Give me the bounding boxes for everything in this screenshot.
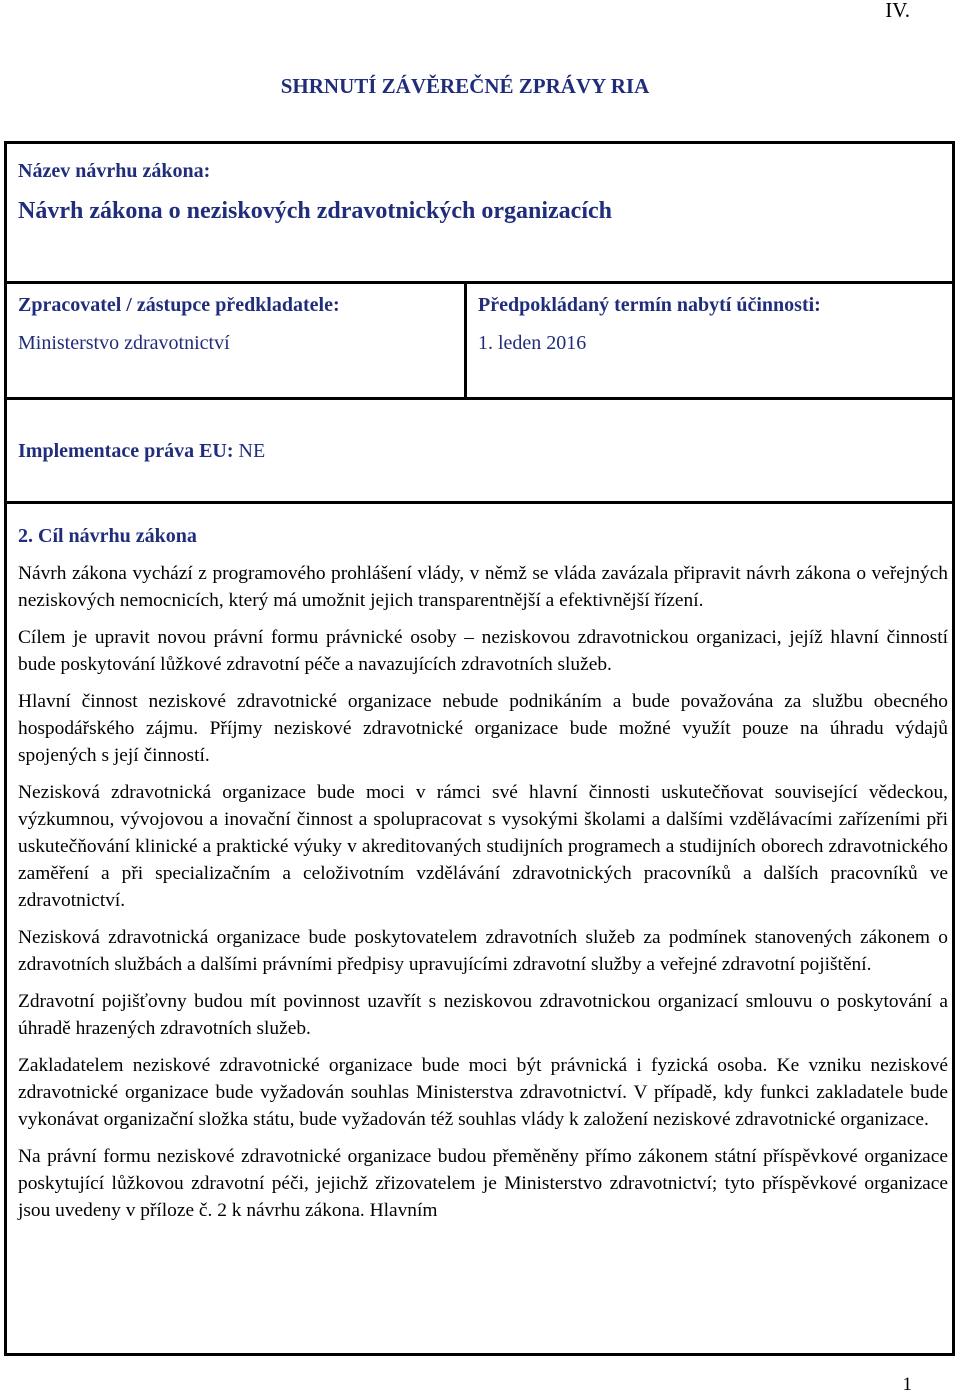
column-divider	[464, 284, 467, 397]
summary-form	[4, 141, 955, 1356]
paragraph: Návrh zákona vychází z programového prohlášení vlády, v němž se vláda zavázala připravit návrh zákona o veřejných neziskových nemocnicích, který má umožnit jejich transparentnější a efektivnější řízení.	[18, 563, 948, 611]
name-section	[7, 144, 952, 284]
eu-value: NE	[238, 440, 266, 462]
author-value: Ministerstvo zdravotnictví	[18, 332, 230, 354]
effective-date-value: 1. leden 2016	[478, 332, 587, 354]
paragraph: Cílem je upravit novou právní formu právnické osoby – neziskovou zdravotnickou organizaci, jejíž hlavní činností bude poskytování lůžkové zdravotní péče a navazujících zdravotních služeb.	[18, 627, 948, 675]
goal-heading: 2. Cíl návrhu zákona	[18, 525, 197, 547]
paragraph: Zdravotní pojišťovny budou mít povinnost uzavřít s neziskovou zdravotnickou organizací smlouvu o poskytování a úhradě hrazených zdravotních služeb.	[18, 991, 948, 1039]
report-title: SHRNUTÍ ZÁVĚREČNÉ ZPRÁVY RIA	[280, 74, 650, 98]
paragraph: Zakladatelem neziskové zdravotnické organizace bude moci být právnická i fyzická osoba. Ke vzniku neziskové zdravotnické organizace bude vyžadován souhlas Ministerstva zdravotnictví. V případě, kdy funkci zakladatele bude vykonávat organizační složka státu, bude vyžadován též souhlas vlády k založení neziskové zdravotnické organizace.	[18, 1055, 948, 1130]
page-number: 1	[902, 1374, 912, 1395]
section-number: IV.	[885, 0, 910, 22]
author-section	[7, 284, 952, 400]
author-label: Zpracovatel / zástupce předkladatele:	[18, 294, 340, 316]
paragraph: Nezisková zdravotnická organizace bude moci v rámci své hlavní činnosti uskutečňovat související vědeckou, výzkumnou, vývojovou a inovační činnost a spolupracovat s vysokými školami a dalšími vzdělávacími zařízeními při uskutečňování klinické a praktické výuky v akreditovaných studijních programech a studijních oborech zdravotnického zaměření a při specializačním a celoživotním vzdělávání zdravotnických pracovníků a dalších pracovníků ve zdravotnictví.	[18, 782, 948, 911]
effective-date-label: Předpokládaný termín nabytí účinnosti:	[478, 294, 821, 316]
paragraph: Nezisková zdravotnická organizace bude poskytovatelem zdravotních služeb za podmínek stanovených zákonem o zdravotních službách a dalšími právními předpisy upravujícími zdravotní služby a veřejné zdravotní pojištění.	[18, 927, 948, 975]
name-label: Název návrhu zákona:	[18, 160, 211, 182]
eu-label: Implementace práva EU:	[18, 440, 234, 462]
eu-implementation	[18, 440, 265, 463]
bill-name: Návrh zákona o neziskových zdravotnických organizacích	[18, 198, 612, 224]
eu-section	[7, 400, 952, 504]
paragraph: Hlavní činnost neziskové zdravotnické organizace nebude podnikáním a bude považována za službu obecného hospodářského zájmu. Příjmy neziskové zdravotnické organizace bude možné využít pouze na úhradu výdajů spojených s její činností.	[18, 691, 948, 766]
paragraph: Na právní formu neziskové zdravotnické organizace budou přeměněny přímo zákonem státní příspěvkové organizace poskytující lůžkovou zdravotní péči, jejichž zřizovatelem je Ministerstvo zdravotnictví; tyto příspěvkové organizace jsou uvedeny v příloze č. 2 k návrhu zákona. Hlavním	[18, 1146, 948, 1221]
goal-paragraphs	[18, 560, 948, 1234]
